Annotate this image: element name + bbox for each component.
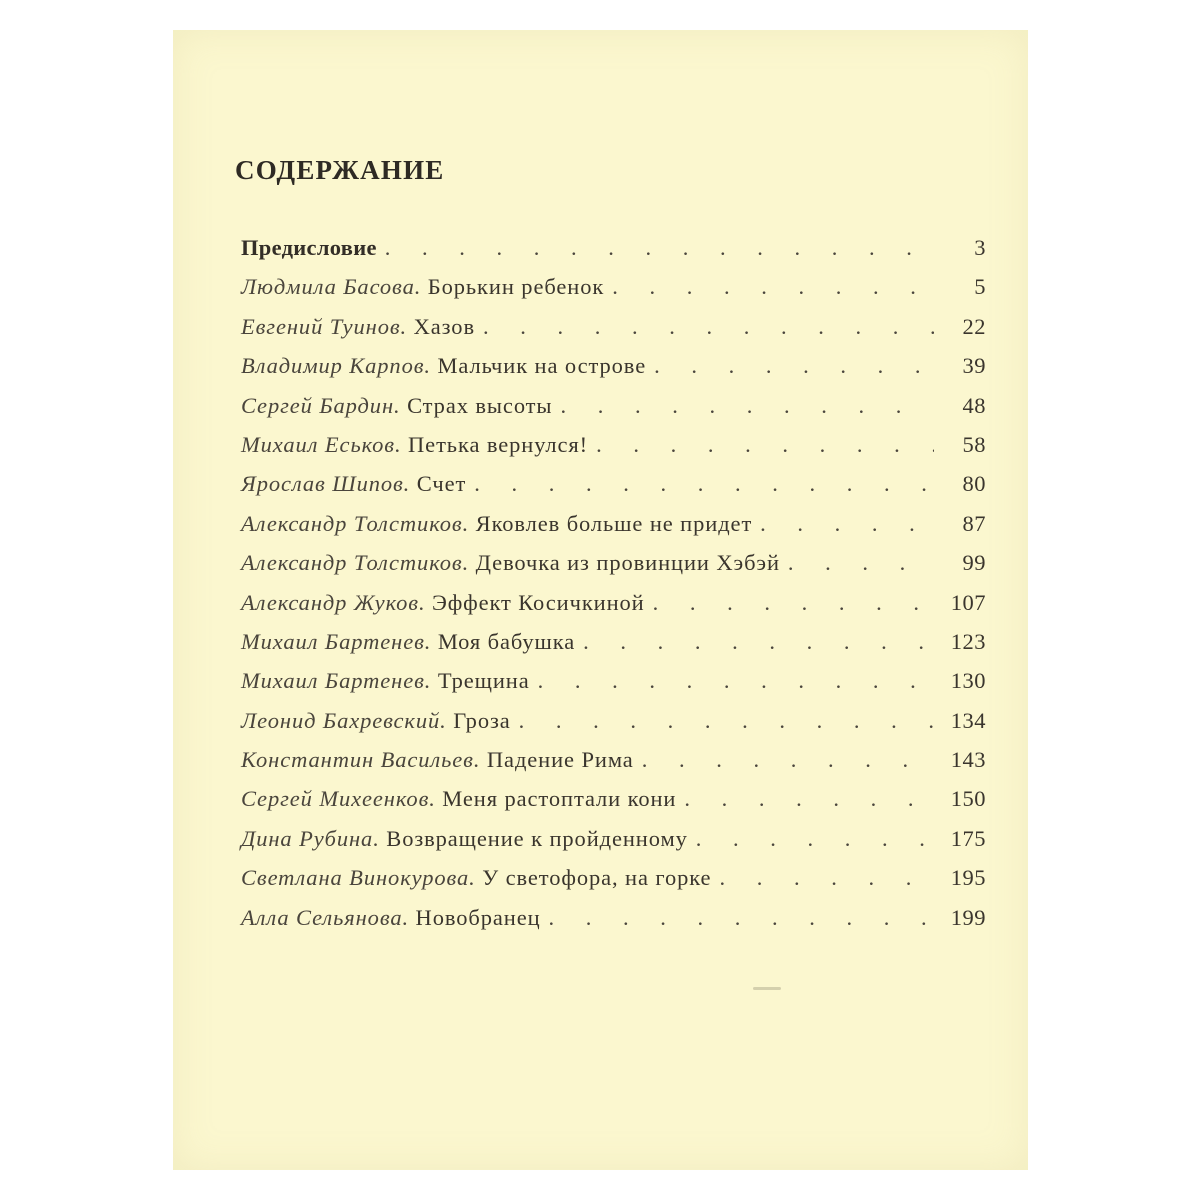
entry-title: Эффект Косичкиной: [432, 589, 645, 615]
dot-leader: [780, 550, 934, 576]
toc-entry: [241, 905, 986, 944]
entry-author: Дина Рубина.: [241, 825, 380, 851]
toc-entry-preface: [241, 235, 986, 274]
entry-title: Борькин ребенок: [427, 274, 605, 300]
entry-title: Петька вернулся!: [408, 431, 589, 457]
dot-leader: [711, 865, 934, 891]
book-page: [173, 30, 1028, 1170]
entry-page-number: 5: [974, 274, 986, 300]
entry-page-number: 199: [950, 904, 986, 930]
toc-entry: [241, 314, 986, 353]
paper-smudge: [753, 987, 781, 990]
entry-author: Светлана Винокурова.: [241, 865, 476, 891]
entry-page-number: 130: [950, 668, 986, 694]
entry-title: Девочка из провинции Хэбэй: [475, 550, 780, 576]
entry-author: Александр Толстиков.: [241, 550, 470, 576]
toc-entry: [241, 786, 986, 825]
dot-leader: [377, 235, 934, 261]
entry-page-number: 175: [950, 825, 986, 851]
entry-title: Новобранец: [415, 904, 541, 930]
entry-author: Александр Жуков.: [241, 589, 426, 615]
entry-author: Алла Сельянова.: [241, 904, 410, 930]
entry-author: Константин Васильев.: [241, 747, 481, 773]
toc-entry: [241, 432, 986, 471]
contents-heading: СОДЕРЖАНИЕ: [235, 155, 445, 185]
entry-page-number: 123: [950, 628, 986, 654]
entry-author: Владимир Карпов.: [241, 353, 431, 379]
toc-entry: [241, 668, 986, 707]
dot-leader: [466, 471, 934, 497]
entry-title: Моя бабушка: [437, 628, 576, 654]
entry-title: Хазов: [413, 313, 475, 339]
toc-entry: [241, 708, 986, 747]
toc-entry: [241, 511, 986, 550]
dot-leader: [752, 511, 934, 537]
dot-leader: [511, 708, 934, 734]
toc-entry: [241, 590, 986, 629]
entry-author: Михаил Еськов.: [241, 431, 402, 457]
toc-entry: [241, 747, 986, 786]
entry-author: Евгений Туинов.: [241, 313, 408, 339]
dot-leader: [588, 432, 934, 458]
toc-entry: [241, 393, 986, 432]
dot-leader: [530, 668, 934, 694]
dot-leader: [634, 747, 934, 773]
entry-title: Падение Рима: [486, 747, 634, 773]
dot-leader: [646, 353, 934, 379]
dot-leader: [604, 274, 934, 300]
entry-page-number: 87: [962, 510, 986, 536]
entry-page-number: 48: [962, 392, 986, 418]
entry-title: Страх высоты: [407, 392, 553, 418]
entry-title: Трещина: [437, 668, 530, 694]
entry-author: Ярослав Шипов.: [241, 471, 411, 497]
entry-title: Меня растоптали кони: [442, 786, 677, 812]
dot-leader: [688, 826, 934, 852]
dot-leader: [552, 393, 934, 419]
dot-leader: [575, 629, 934, 655]
entry-page-number: 107: [950, 589, 986, 615]
toc-entry: [241, 865, 986, 904]
entry-page-number: 195: [950, 865, 986, 891]
entry-title: Гроза: [453, 707, 511, 733]
entry-author: Михаил Бартенев.: [241, 668, 432, 694]
entry-title: Яковлев больше не придет: [475, 510, 753, 536]
entry-page-number: 80: [962, 471, 986, 497]
entry-author: Александр Толстиков.: [241, 510, 470, 536]
entry-page-number: 39: [962, 353, 986, 379]
table-of-contents: [241, 235, 986, 944]
entry-author: Сергей Михеенков.: [241, 786, 436, 812]
toc-entry: [241, 550, 986, 589]
entry-page-number: 58: [962, 431, 986, 457]
dot-leader: [475, 314, 934, 340]
entry-title: Возвращение к пройденному: [386, 825, 688, 851]
dot-leader: [645, 590, 934, 616]
toc-entry: [241, 353, 986, 392]
dot-leader: [676, 786, 934, 812]
entry-page-number: 134: [950, 707, 986, 733]
entry-page-number: 150: [950, 786, 986, 812]
entry-author: Сергей Бардин.: [241, 392, 401, 418]
entry-author: Людмила Басова.: [241, 274, 422, 300]
toc-entry: [241, 274, 986, 313]
entry-author: Леонид Бахревский.: [241, 707, 447, 733]
entry-page-number: 99: [962, 550, 986, 576]
entry-page-number: 143: [950, 747, 986, 773]
entry-page-number: 22: [962, 313, 986, 339]
entry-title: Счет: [416, 471, 467, 497]
dot-leader: [541, 905, 934, 931]
toc-entry: [241, 629, 986, 668]
entry-title: Мальчик на острове: [437, 353, 647, 379]
toc-entry: [241, 826, 986, 865]
entry-author: Михаил Бартенев.: [241, 628, 432, 654]
entry-page-number: 3: [974, 235, 986, 260]
entry-title: Предисловие: [241, 235, 377, 260]
entry-title: У светофора, на горке: [482, 865, 712, 891]
toc-entry: [241, 471, 986, 510]
